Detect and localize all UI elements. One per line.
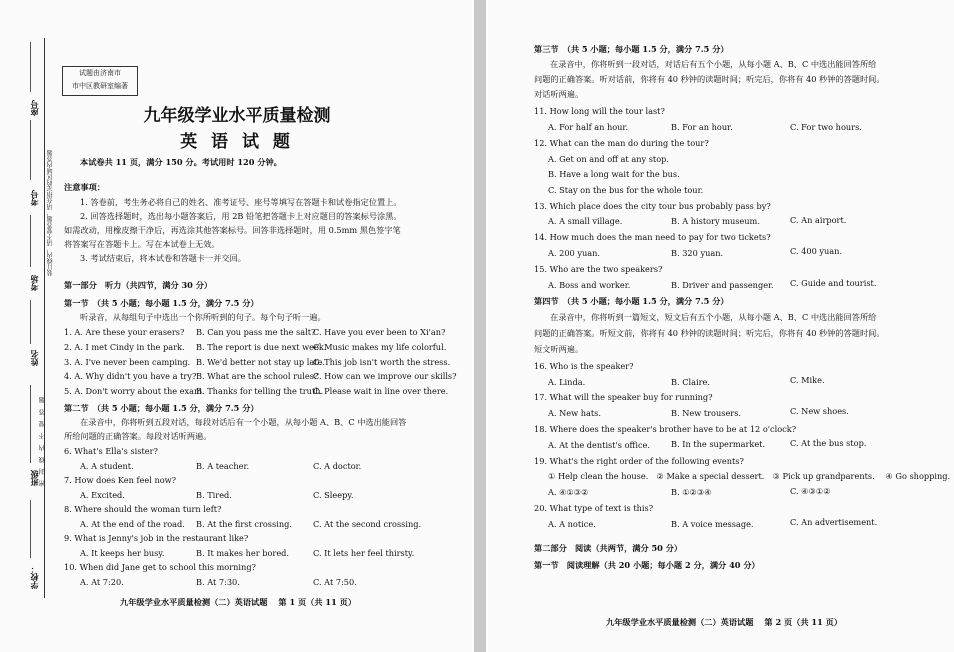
note-line: 1. 答卷前，考生务必将自己的姓名、准考证号、座号等填写在答题卡和试卷指定位置上。 — [80, 197, 402, 207]
note-line: 将答案写在答题卡上。写在本试卷上无效。 — [64, 239, 220, 249]
option-a: 2. A. I met Cindy in the park. — [64, 342, 185, 352]
option-a: A. ④①③② — [548, 487, 589, 497]
note-line: 3. 考试结束后，将本试卷和答题卡一并交回。 — [80, 253, 246, 263]
option-c: C. It lets her feel thirsty. — [313, 548, 415, 558]
question-15: 15. Who are the two speakers? — [534, 264, 663, 274]
question-18: 18. Where does the speaker's brother have to be at 12 o'clock? — [534, 424, 797, 434]
question-20: 20. What type of text is this? — [534, 503, 654, 513]
option-c: C. Sleepy. — [313, 490, 354, 500]
page-footer: 九年级学业水平质量检测（二）英语试题 第 2 页（共 11 页） — [606, 617, 843, 627]
option-c: C. At the second crossing. — [313, 519, 422, 529]
section4-instruction: 在录音中，你将听到一篇短文，短文后有五个小题，从每小题 A、B、C 中选出能回答所给 — [550, 312, 877, 322]
option-a: A. New hats. — [548, 408, 601, 418]
question-7: 7. How does Ken feel now? — [64, 475, 177, 485]
option-a: A. 200 yuan. — [548, 248, 601, 258]
option-a: A. For half an hour. — [548, 122, 629, 132]
name-label: 姓名 — [29, 350, 39, 366]
option-b: B. For an hour. — [671, 122, 733, 132]
question-17: 17. What will the speaker buy for running? — [534, 392, 713, 402]
option-b: B. Tired. — [196, 490, 232, 500]
part1-heading: 第一部分 听力（共四节，满分 30 分） — [64, 280, 213, 290]
section4-instruction: 短文听两遍。 — [534, 344, 584, 354]
option-b: B. A teacher. — [196, 461, 250, 471]
exam-intro: 本试卷共 11 页，满分 150 分。考试用时 120 分钟。 — [80, 157, 282, 167]
section2-instruction: 在录音中，你将听到五段对话，每段对话后有一个小题，从每小题 A、B、C 中选出能回答 — [80, 417, 407, 427]
option-a: A. A notice. — [548, 519, 596, 529]
option-a: 1. A. Are these your erasers? — [64, 327, 185, 337]
binding-note: 装订线内，请不要答题，请在指定的区域内答题 — [47, 150, 54, 276]
option-a: A. Boss and worker. — [548, 280, 631, 290]
section3-instruction: 问题的正确答案。听对话前，你将有 40 秒钟的读题时间；听完后，你将有 40 秒钟的答题时间。 — [534, 74, 885, 84]
option-b: B. In the supermarket. — [671, 439, 766, 449]
option-c: C. Music makes my life colorful. — [313, 342, 447, 352]
exam-room-blank — [30, 215, 31, 267]
option-c: C. A doctor. — [313, 461, 362, 471]
option-b: B. At 7:30. — [196, 577, 240, 587]
stamp-line-2: 市中区教研室编著 — [72, 82, 128, 90]
exam-title: 九年级学业水平质量检测 — [143, 106, 331, 126]
section4-heading: 第四节 （共 5 小题；每小题 1.5 分，满分 7.5 分） — [534, 296, 729, 306]
option-b: B. ①②③④ — [671, 487, 712, 497]
school-blank — [30, 500, 31, 558]
option-c: C. Mike. — [790, 375, 825, 385]
class-label: 班级 — [29, 470, 39, 486]
option-a: 4. A. Why didn't you have a try? — [64, 371, 197, 381]
section3-instruction: 在录音中，你将听到一段对话，对话后有五个小题，从每小题 A、B、C 中选出能回答所给 — [550, 59, 877, 69]
option-b: B. A history museum. — [671, 216, 760, 226]
section1-instruction: 听录音，从每组句子中选出一个你所听到的句子。每个句子听一遍。 — [80, 312, 326, 322]
option-b: B. Can you pass me the salt? — [196, 327, 316, 337]
option-b: B. The report is due next week. — [196, 342, 327, 352]
exam-page-2 — [486, 0, 954, 652]
section3-instruction: 对话听两遍。 — [534, 89, 584, 99]
note-line: 如需改动，用橡皮擦干净后，再选涂其他答案标号。回答非选择题时，用 0.5mm 黑色签字笔 — [64, 225, 401, 235]
option-c: C. Stay on the bus for the whole tour. — [548, 185, 704, 195]
school-label: 学校： — [29, 565, 39, 589]
question-13: 13. Which place does the city tour bus probably pass by? — [534, 201, 771, 211]
exam-subtitle: 英 语 试 题 — [180, 132, 294, 152]
option-c: C. New shoes. — [790, 406, 849, 416]
option-a: 3. A. I've never been camping. — [64, 357, 191, 367]
note-line: 2. 回答选择题时，选出每小题答案后，用 2B 铅笔把答题卡上对应题目的答案标号涂黑。 — [80, 211, 402, 221]
option-c: C. How can we improve our skills? — [313, 371, 457, 381]
option-a: A. A small village. — [548, 216, 623, 226]
exam-number-label: 考号 — [29, 190, 39, 206]
option-b: B. A voice message. — [671, 519, 754, 529]
seat-number-blank — [30, 42, 31, 92]
section3-heading: 第三节 （共 5 小题；每小题 1.5 分，满分 7.5 分） — [534, 44, 729, 54]
option-c: C. ④③①② — [790, 486, 831, 496]
option-a: A. At the end of the road. — [80, 519, 185, 529]
option-c: C. Guide and tourist. — [790, 278, 877, 288]
section2-heading: 第二节 （共 5 小题；每小题 1.5 分，满分 7.5 分） — [64, 403, 259, 413]
option-a: A. Get on and off at any stop. — [548, 154, 669, 164]
seal-line-note: 密 封 线 内 不 要 答 题 — [39, 395, 46, 487]
option-a: A. A student. — [80, 461, 134, 471]
part2-heading: 第二部分 阅读（共两节，满分 50 分） — [534, 543, 683, 553]
option-c: C. For two hours. — [790, 122, 862, 132]
option-a: A. It keeps her busy. — [80, 548, 165, 558]
stamp-line-1: 试题由济南市 — [79, 69, 121, 77]
option-c: C. 400 yuan. — [790, 246, 843, 256]
exam-page-1 — [0, 0, 474, 652]
page-gap — [474, 0, 486, 652]
option-b: B. Driver and passenger. — [671, 280, 774, 290]
option-b: B. New trousers. — [671, 408, 742, 418]
option-c: C. At 7:50. — [313, 577, 357, 587]
section1-heading: 第一节 （共 5 小题；每小题 1.5 分，满分 7.5 分） — [64, 298, 259, 308]
option-b: B. At the first crossing. — [196, 519, 292, 529]
option-b: B. We'd better not stay up late. — [196, 357, 325, 367]
section2-instruction: 所给问题的正确答案。每段对话听两遍。 — [64, 431, 212, 441]
option-b: B. It makes her bored. — [196, 548, 290, 558]
seat-number-label: 座号 — [29, 100, 39, 116]
editor-stamp — [62, 66, 138, 96]
option-c: C. Please wait in line over there. — [313, 386, 449, 396]
part2-section1-heading: 第一节 阅读理解（共 20 小题；每小题 2 分，满分 40 分） — [534, 560, 760, 570]
option-c: C. An advertisement. — [790, 517, 878, 527]
event-list: ① Help clean the house. ② Make a special dessert. ③ Pick up grandparents. ④ Go shopping. — [548, 471, 951, 481]
notes-heading: 注意事项： — [64, 182, 105, 192]
option-b: B. What are the school rules? — [196, 371, 319, 381]
question-14: 14. How much does the man need to pay for two tickets? — [534, 232, 771, 242]
option-c: C. Have you ever been to Xi'an? — [313, 327, 446, 337]
option-c: C. This job isn't worth the stress. — [313, 357, 451, 367]
question-8: 8. Where should the woman turn left? — [64, 504, 222, 514]
section4-instruction: 问题的正确答案。听短文前，你将有 40 秒钟的读题时间；听完后，你将有 40 秒钟的答题时间。 — [534, 328, 885, 338]
question-16: 16. Who is the speaker? — [534, 361, 634, 371]
exam-room-label: 考场 — [29, 275, 39, 291]
option-c: C. At the bus stop. — [790, 438, 867, 448]
option-b: B. Have a long wait for the bus. — [548, 169, 680, 179]
name-blank — [30, 300, 31, 344]
question-11: 11. How long will the tour last? — [534, 106, 665, 116]
option-b: B. 320 yuan. — [671, 248, 724, 258]
option-a: A. Excited. — [80, 490, 125, 500]
option-b: B. Claire. — [671, 377, 710, 387]
question-9: 9. What is Jenny's job in the restaurant like? — [64, 533, 249, 543]
option-c: C. An airport. — [790, 215, 847, 225]
option-a: A. At 7:20. — [80, 577, 124, 587]
question-10: 10. When did Jane get to school this morning? — [64, 562, 256, 572]
page-footer: 九年级学业水平质量检测（二）英语试题 第 1 页（共 11 页） — [120, 597, 357, 607]
class-blank — [30, 385, 31, 463]
question-6: 6. What's Ella's sister? — [64, 446, 158, 456]
option-b: B. Thanks for telling the truth. — [196, 386, 324, 396]
question-19: 19. What's the right order of the following events? — [534, 456, 744, 466]
question-12: 12. What can the man do during the tour? — [534, 138, 709, 148]
option-a: 5. A. Don't worry about the exam. — [64, 386, 205, 396]
option-a: A. Linda. — [548, 377, 586, 387]
option-a: A. At the dentist's office. — [548, 440, 651, 450]
